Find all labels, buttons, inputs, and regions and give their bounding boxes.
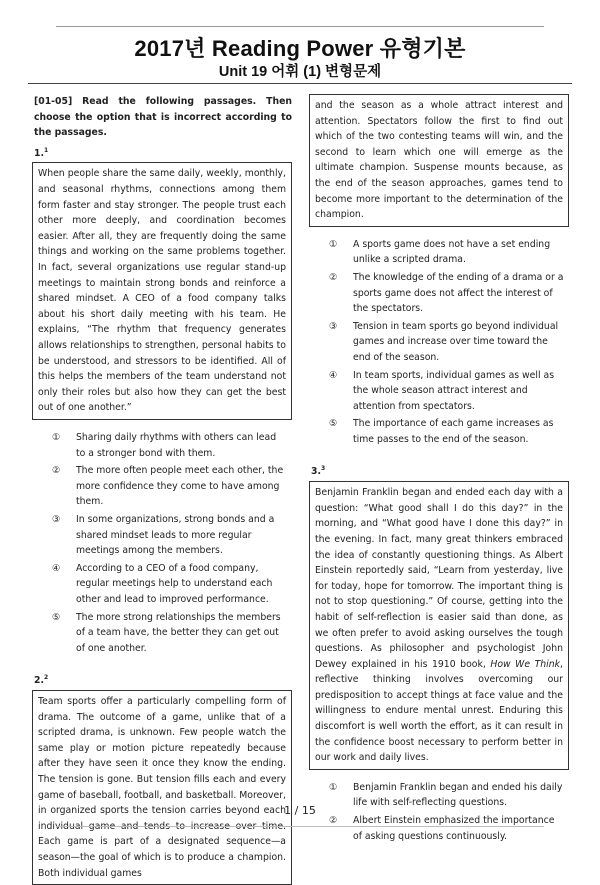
option-item[interactable]: ① Benjamin Franklin began and ended his daily life with self-reflecting questions. [329, 781, 563, 809]
header-rule [28, 83, 572, 84]
question-2-passage-part2: and the season as a whole attract interest and attention. Spectators follow the first to find out which of the two contesting teams will win, and the second to learn which one will emerge as the ultimate champion. Suspense mounts because, as the end of the season approaches, games tend to become more important to the determination of the champion. [309, 94, 569, 227]
option-item[interactable]: ② The more often people meet each other, the more confidence they come to have among them. [52, 465, 284, 508]
question-2-options [309, 237, 569, 448]
option-item[interactable]: ④ In team sports, individual games as well as the whole season attract interest and attention from spectators. [329, 369, 555, 412]
option-item[interactable]: ③ In some organizations, strong bonds and a shared mindset leads to more regular meetings among the members. [52, 513, 275, 557]
option-item[interactable]: ② The knowledge of the ending of a drama or a sports game does not affect the interest of the spectators. [329, 271, 564, 315]
instruction-text: [01-05] Read the following passages. Then choose the option that is incorrect according to the passages. [34, 96, 292, 139]
question-3-passage: Benjamin Franklin began and ended each day with a question: “What good shall I do this day?” in the morning, and “What good have I done this day?” in the evening. In fact, many great thinkers embraced the idea of constantly questioning things. As Albert Einstein reportedly said, “Learn from yesterday, live for today, hope for tomorrow. The important thing is not to stop questioning.” Of course, getting into the habit of self-reflection is easier said than done, as we often prefer to avoid asking ourselves the tough questions. As philosopher and psychologist John Dewey explained in his 1910 book, How We Think, reflective thinking involves overcoming our predisposition to accept things at face value and the willingness to endure mental unrest. Enduring this discomfort is well worth the effort, as it can result in the confidence boost necessary to perform better in our work and daily lives. [309, 481, 569, 770]
page-subtitle: Unit 19 어휘 (1) 변형문제 [218, 64, 382, 80]
question-2-passage-part1: Team sports offer a particularly compelling form of drama. The outcome of a game, unlike that of a scripted drama, is unknown. Few people watch the same play or motion picture repeatedly because after they have seen it once they know the ending. The tension is gone. But tension fills each and every game of baseball, football, and basketball. Moreover, in organized sports the tension carries beyond each individual game and tends to increase over time. Each game is part of a designated sequence—a season—the goal of which is to produce a champion. Both individual games [32, 690, 292, 885]
option-item[interactable]: ① Sharing daily rhythms with others can lead to a stronger bond with them. [52, 431, 277, 459]
question-1-options [32, 430, 292, 656]
option-item[interactable]: ⑤ The more strong relationships the members of a team have, the better they can get out of one another. [52, 611, 281, 654]
option-item[interactable]: ② Albert Einstein emphasized the importance of asking questions continuously. [329, 815, 555, 842]
bottom-rule [56, 826, 544, 827]
left-column [32, 94, 292, 885]
page-number: 1 / 15 [284, 804, 316, 817]
page-title: 2017년 Reading Power 유형기본 [134, 36, 466, 61]
question-1-passage: When people share the same daily, weekly, monthly, and seasonal rhythms, connections among them form faster and stay stronger. The people trust each other more deeply, and coordination becomes easier. After all, they are frequently doing the same things and working on the same problems together. In fact, several organizations use regular stand-up meetings to maintain strong bonds and reinforce a shared mindset. A CEO of a food company talks about his short daily meeting with his team. He explains, “The rhythm that frequency generates allows relationships to strengthen, personal habits to be understood, and stressors to be identified. All of this helps the members of the team understand not only their roles but also how they can get the best out of one another.” [32, 162, 292, 420]
top-rule [56, 26, 544, 27]
question-2-number: 2.$^2$ [34, 674, 49, 687]
question-3-number: 3.$^3$ [311, 465, 326, 478]
question-1-number: 1.$^1$ [34, 146, 49, 159]
option-item[interactable]: ① A sports game does not have a set ending unlike a scripted drama. [329, 238, 551, 266]
option-item[interactable]: ③ Tension in team sports go beyond individual games and increase over time toward the end of the season. [329, 320, 559, 363]
book-title: How We Think [490, 658, 561, 670]
option-item[interactable]: ④ According to a CEO of a food company, regular meetings help to understand each other and lead to improved performance. [52, 562, 273, 605]
option-item[interactable]: ⑤ The importance of each game increases as time passes to the end of the season. [329, 418, 554, 445]
right-column [309, 94, 569, 846]
